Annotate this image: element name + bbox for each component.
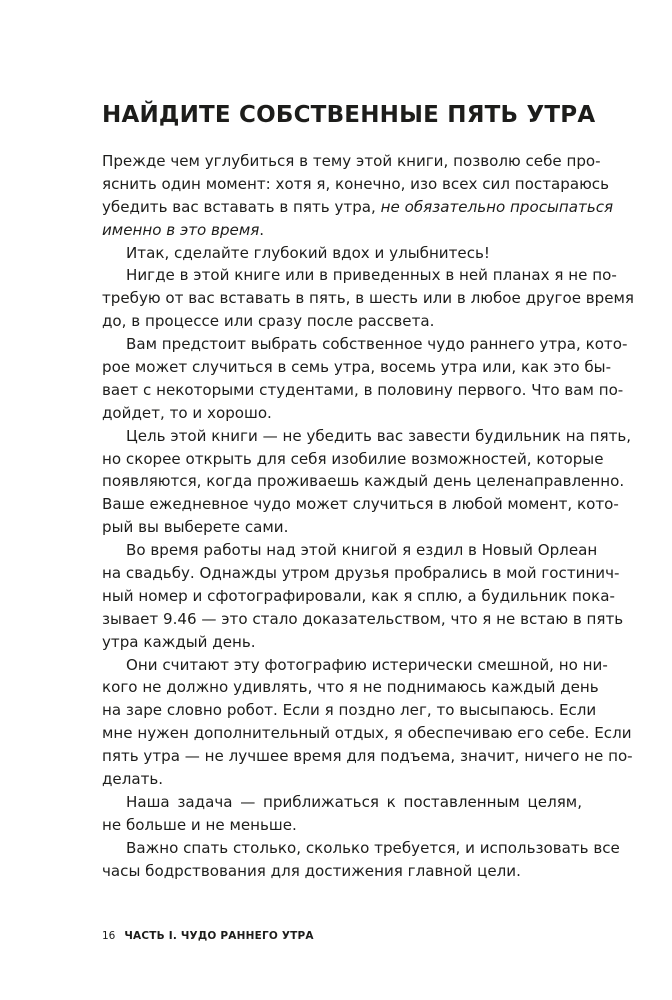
- running-footer: [102, 929, 314, 943]
- text-line: на заре словно робот. Если я поздно лег, то высыпаюсь. Если: [102, 701, 597, 720]
- text-line: зывает 9.46 — это стало доказательством, что я не встаю в пять: [102, 609, 624, 628]
- text-line: Наша задача — приближаться к поставленным целям,: [126, 792, 582, 811]
- text-line: Нигде в этой книге или в приведенных в ней планах я не по-: [126, 266, 617, 285]
- text-segment: убедить вас вставать в пять утра,: [102, 197, 381, 216]
- text-line: дойдет, то и хорошо.: [102, 403, 272, 422]
- text-line: появляются, когда проживаешь каждый день целенаправленно.: [102, 472, 625, 491]
- text-line: рый вы выберете сами.: [102, 518, 289, 537]
- text-line: требую от вас вставать в пять, в шесть или в любое другое время: [102, 289, 635, 308]
- text-line: яснить один момент: хотя я, конечно, изо всех сил постараюсь: [102, 174, 609, 193]
- text-line: [102, 219, 582, 242]
- text-line: Ваше ежедневное чудо может случиться в любой момент, кото-: [102, 495, 619, 514]
- text-line: Вам предстоит выбрать собственное чудо раннего утра, кото-: [126, 335, 628, 354]
- text-line: ный номер и сфотографировали, как я сплю, а будильник пока-: [102, 586, 615, 605]
- text-line: но скорее открыть для себя изобилие возможностей, которые: [102, 449, 604, 468]
- text-line: рое может случиться в семь утра, восемь утра или, как это бы-: [102, 358, 612, 377]
- text-line: до, в процессе или сразу после рассвета.: [102, 312, 435, 331]
- text-line: пять утра — не лучшее время для подъема, значит, ничего не по-: [102, 747, 633, 766]
- text-line: утра каждый день.: [102, 632, 256, 651]
- page-number: 16: [102, 930, 116, 942]
- text-line: не больше и не меньше.: [102, 815, 297, 834]
- text-line: Прежде чем углубиться в тему этой книги, позволю себе про-: [102, 152, 601, 170]
- text-line: Цель этой книги — не убедить вас завести будильник на пять,: [126, 426, 632, 445]
- text-line: вает с некоторыми студентами, в половину первого. Что вам по-: [102, 380, 624, 399]
- text-line: на свадьбу. Однажды утром друзья пробрались в мой гостинич-: [102, 564, 620, 583]
- emphasis-text: не обязательно просыпаться: [380, 197, 614, 216]
- text-line: Итак, сделайте глубокий вдох и улыбнитесь!: [126, 243, 490, 262]
- part-title: ЧАСТЬ I. ЧУДО РАННЕГО УТРА: [124, 930, 314, 942]
- text-line: кого не должно удивлять, что я не поднимаюсь каждый день: [102, 678, 599, 697]
- text-line: Они считают эту фотографию истерически смешной, но ни-: [126, 655, 608, 674]
- text-line: мне нужен дополнительный отдых, я обеспечиваю его себе. Если: [102, 724, 632, 743]
- emphasis-text: именно в это время: [102, 220, 260, 239]
- text-line: часы бодрствования для достижения главной цели.: [102, 861, 521, 880]
- body-text: [102, 150, 635, 883]
- text-line: Важно спать столько, сколько требуется, и использовать все: [126, 838, 620, 857]
- text-line: Во время работы над этой книгой я ездил в Новый Орлеан: [126, 541, 598, 560]
- text-line: делать.: [102, 770, 164, 789]
- text-segment: .: [259, 220, 265, 239]
- section-heading: НАЙДИТЕ СОБСТВЕННЫЕ ПЯТЬ УТРА: [102, 102, 596, 128]
- text-line: [102, 196, 614, 219]
